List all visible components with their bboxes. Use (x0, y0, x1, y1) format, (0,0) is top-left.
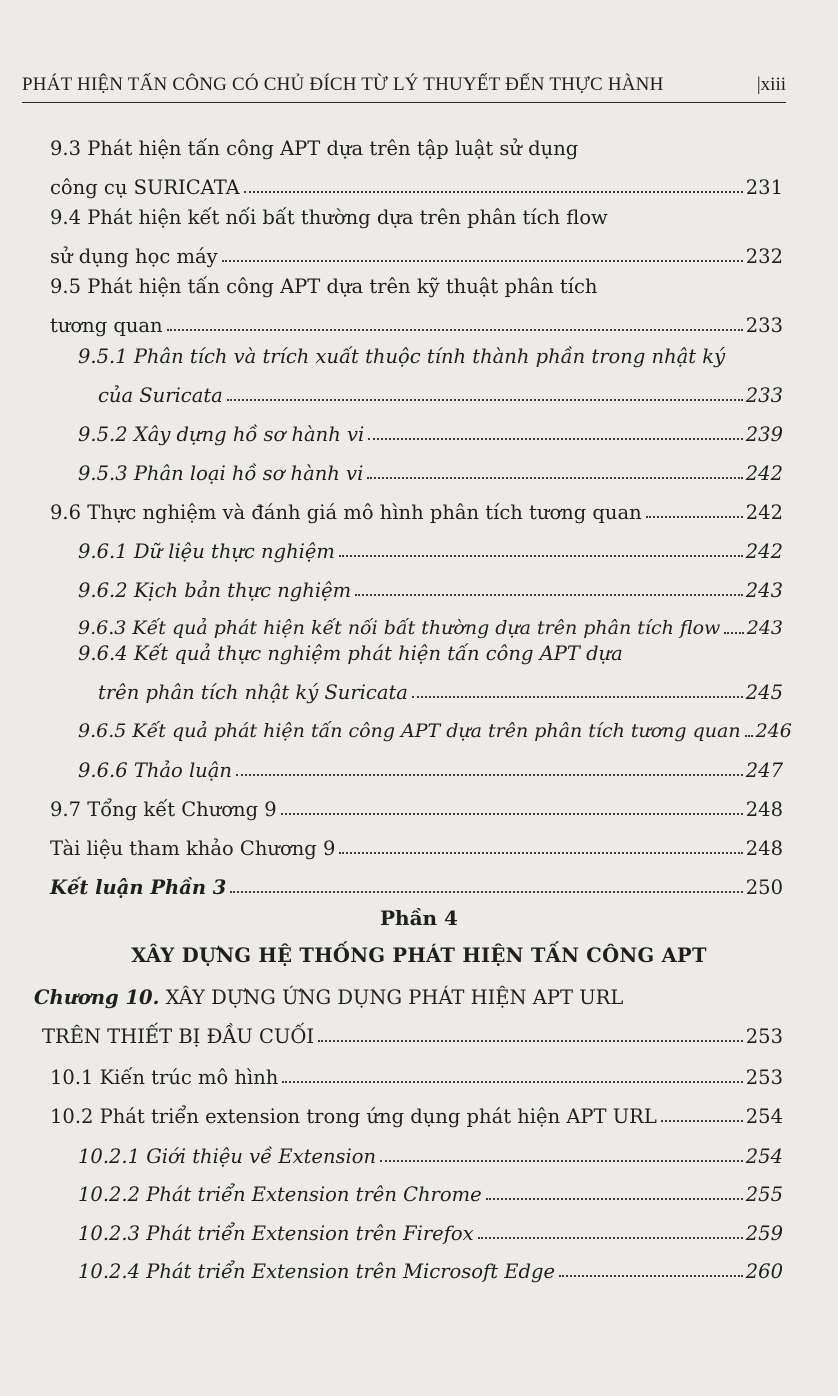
leader-dots (230, 890, 742, 893)
toc-entry-text: 10.2.2 Phát triển Extension trên Chrome (78, 1182, 482, 1206)
leader-dots (339, 554, 743, 557)
toc-entry[interactable] (78, 707, 792, 742)
part-title: XÂY DỰNG HỆ THỐNG PHÁT HIỆN TẤN CÔNG APT (131, 944, 707, 967)
toc-entry[interactable] (50, 824, 783, 858)
toc-entry-line1: 9.5 Phát hiện tấn công APT dựa trên kỹ thuật phân tích (50, 275, 598, 298)
toc-entry[interactable] (50, 301, 783, 335)
toc-page-number: 253 (745, 1024, 783, 1048)
toc-entry-text: 10.2 Phát triển extension trong ứng dụng phát hiện APT URL (50, 1104, 657, 1128)
leader-dots (167, 328, 743, 331)
toc-entry-line1: 9.6.4 Kết quả thực nghiệm phát hiện tấn công APT dựa (78, 642, 623, 665)
toc-entry-text: 9.5.3 Phân loại hồ sơ hành vi (78, 461, 364, 485)
toc-entry[interactable] (78, 566, 783, 600)
toc-entry[interactable] (50, 1092, 783, 1126)
toc-entry[interactable] (50, 163, 783, 197)
toc-page-number: 239 (745, 422, 783, 446)
toc-entry-text: 9.5.2 Xây dựng hồ sơ hành vi (78, 422, 365, 446)
leader-dots (380, 1159, 743, 1162)
toc-entry-text: 9.6.5 Kết quả phát hiện tấn công APT dựa trên phân tích tương quan (78, 720, 741, 742)
toc-entry[interactable] (50, 1053, 783, 1087)
toc-entry[interactable] (78, 1247, 783, 1281)
toc-entry-text: Tài liệu tham khảo Chương 9 (50, 836, 336, 860)
leader-dots (227, 398, 743, 401)
toc-entry-text: 9.6.1 Dữ liệu thực nghiệm (78, 539, 335, 563)
toc-page-number: 259 (745, 1221, 783, 1245)
toc-entry-text: công cụ SURICATA (50, 175, 240, 199)
toc-entry[interactable] (78, 1170, 783, 1204)
toc-entry-text: 9.6.6 Thảo luận (78, 758, 232, 782)
leader-dots (368, 437, 743, 440)
leader-dots (478, 1236, 743, 1239)
leader-dots (355, 593, 743, 596)
leader-dots (745, 734, 753, 737)
chapter-prefix: Chương 10. (34, 986, 160, 1009)
toc-page-number: 253 (745, 1065, 783, 1089)
toc-entry[interactable] (98, 668, 783, 702)
toc-page-number: 233 (745, 383, 783, 407)
toc-entry[interactable] (50, 488, 783, 522)
toc-entry[interactable] (78, 527, 783, 561)
toc-entry-text: 9.6.2 Kịch bản thực nghiệm (78, 578, 352, 602)
toc-entry[interactable] (78, 1132, 783, 1166)
toc-entry[interactable] (50, 785, 783, 819)
header-page-number: |xiii (756, 74, 786, 95)
toc-entry-text: TRÊN THIẾT BỊ ĐẦU CUỐI (42, 1024, 315, 1048)
toc-page-number: 247 (745, 758, 783, 782)
toc-page-number: 243 (745, 578, 783, 602)
toc-entry-text: của Suricata (98, 383, 223, 407)
toc-page-number: 243 (746, 617, 783, 639)
toc-entry-line1: 9.4 Phát hiện kết nối bất thường dựa trên phân tích flow (50, 206, 608, 229)
chapter-title: XÂY DỰNG ỨNG DỤNG PHÁT HIỆN APT URL (159, 986, 624, 1009)
toc-entry[interactable] (50, 863, 783, 897)
toc-page-number: 248 (745, 836, 783, 860)
leader-dots (281, 812, 743, 815)
leader-dots (222, 259, 743, 262)
toc-page-number: 245 (745, 680, 783, 704)
toc-page-number: 260 (745, 1259, 783, 1283)
toc-entry[interactable] (78, 1209, 783, 1243)
toc-entry[interactable] (50, 232, 783, 266)
toc-page-number: 250 (745, 875, 783, 899)
leader-dots (236, 773, 743, 776)
toc-entry-text: 10.2.1 Giới thiệu về Extension (78, 1144, 377, 1168)
leader-dots (559, 1274, 743, 1277)
leader-dots (339, 851, 742, 854)
toc-page-number: 254 (745, 1104, 783, 1128)
toc-entry-text: sử dụng học máy (50, 244, 218, 268)
toc-entry-text: Kết luận Phần 3 (50, 875, 227, 899)
toc-page-number: 242 (745, 539, 783, 563)
toc-entry-text: 9.6.3 Kết quả phát hiện kết nối bất thường dựa trên phân tích flow (78, 617, 721, 639)
toc-entry-text: tương quan (50, 313, 163, 337)
toc-page-number: 255 (745, 1182, 783, 1206)
leader-dots (646, 515, 743, 518)
toc-entry[interactable] (78, 604, 783, 638)
leader-dots (282, 1080, 742, 1083)
chapter-title-line1 (34, 988, 623, 1008)
leader-dots (318, 1039, 743, 1042)
leader-dots (367, 476, 742, 479)
leader-dots (661, 1119, 743, 1122)
toc-entry[interactable] (78, 410, 783, 444)
toc-entry-text: 10.2.4 Phát triển Extension trên Microsoft Edge (78, 1259, 555, 1283)
toc-page-number: 233 (745, 313, 783, 337)
toc-entry-text: 9.6 Thực nghiệm và đánh giá mô hình phân tích tương quan (50, 500, 642, 524)
header-title: PHÁT HIỆN TẤN CÔNG CÓ CHỦ ĐÍCH TỪ LÝ THUYẾT ĐẾN THỰC HÀNH (22, 74, 664, 95)
leader-dots (486, 1197, 743, 1200)
toc-entry-text: 10.2.3 Phát triển Extension trên Firefox (78, 1221, 474, 1245)
leader-dots (724, 631, 743, 634)
toc-entry[interactable] (78, 449, 783, 483)
toc-entry-text: trên phân tích nhật ký Suricata (98, 680, 408, 704)
toc-entry[interactable] (42, 1012, 783, 1046)
toc-entry-line1: 9.5.1 Phân tích và trích xuất thuộc tính thành phần trong nhật ký (78, 345, 726, 368)
toc-page-number: 242 (745, 461, 783, 485)
toc-entry-text: 9.7 Tổng kết Chương 9 (50, 797, 277, 821)
toc-page-number: 232 (745, 244, 783, 268)
toc-entry-text: 10.1 Kiến trúc mô hình (50, 1065, 279, 1089)
toc-entry[interactable] (98, 371, 783, 405)
part-label: Phần 4 (380, 906, 458, 930)
toc-entry-line1: 9.3 Phát hiện tấn công APT dựa trên tập luật sử dụng (50, 137, 579, 160)
toc-page-number: 231 (745, 175, 783, 199)
toc-page-number: 248 (745, 797, 783, 821)
leader-dots (412, 695, 743, 698)
toc-page-number: 246 (755, 720, 792, 742)
toc-page-number: 242 (745, 500, 783, 524)
toc-entry[interactable] (78, 746, 783, 780)
leader-dots (244, 190, 743, 193)
toc-page-number: 254 (745, 1144, 783, 1168)
